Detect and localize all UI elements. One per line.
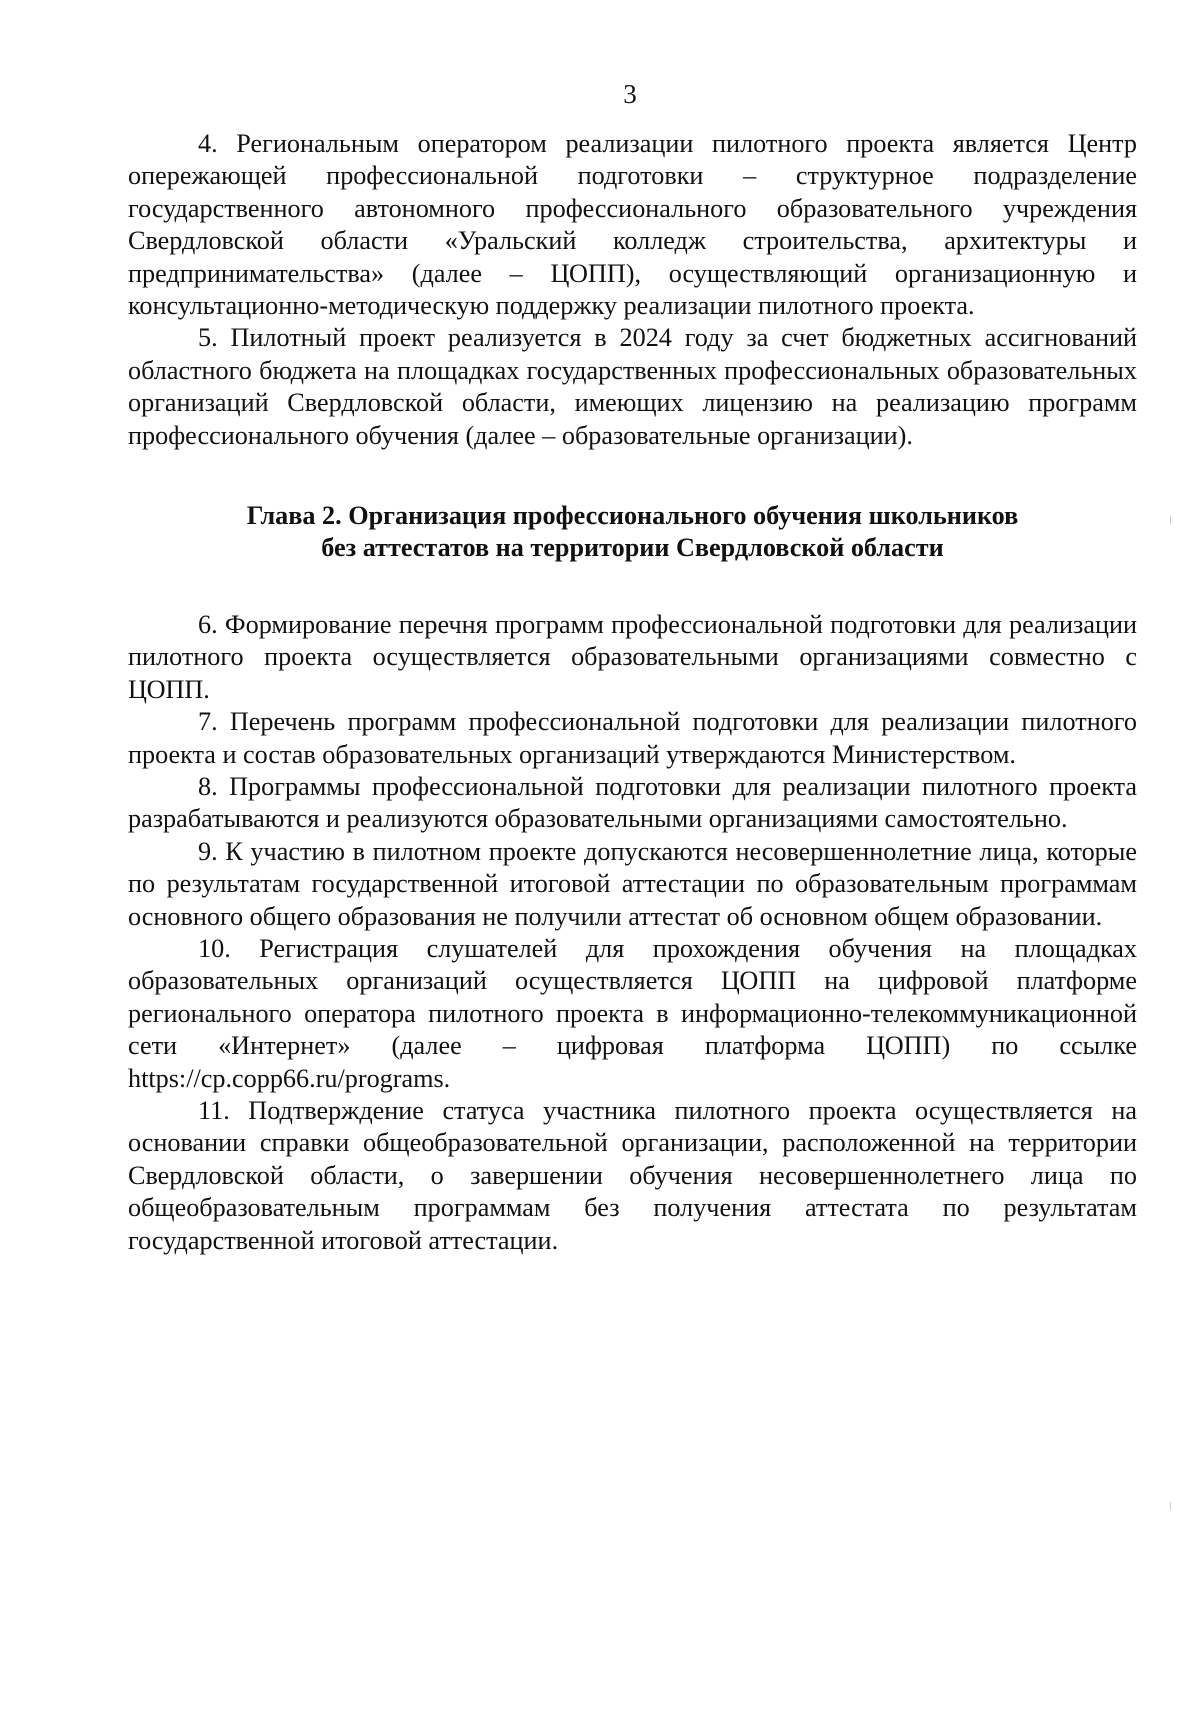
scan-artifact-mark — [1170, 516, 1171, 524]
document-body — [128, 128, 1137, 1257]
paragraph-8: 8. Программы профессиональной подготовки для реализации пилотного проекта разрабатываются и реализуются образовательными организациями самостоятельно. — [128, 771, 1137, 834]
paragraph-9: 9. К участию в пилотном проекте допускаются несовершеннолетние лица, которые по результатам государственной итоговой аттестации по образовательным программам основного общего образования не получили аттестат об основном общем образовании. — [128, 836, 1137, 931]
chapter-heading-line-1: Глава 2. Организация профессионального обучения школьников — [246, 501, 1019, 531]
paragraph-4: 4. Региональным оператором реализации пилотного проекта является Центр опережающей профессиональной подготовки – структурное подразделение государственного автономного профессионального образовательного учреждения Свердловской области «Уральский колледж строительства, архитектуры и предпринимательства» (далее – ЦОПП), осуществляющий организационную и консультационно-методическую поддержку реализации пилотного проекта. — [128, 129, 1137, 321]
chapter-heading — [128, 500, 1137, 565]
paragraph-7: 7. Перечень программ профессиональной подготовки для реализации пилотного проекта и состав образовательных организаций утверждаются Министерством. — [128, 707, 1137, 769]
page-number: 3 — [623, 79, 637, 109]
paragraph-10: 10. Регистрация слушателей для прохождения обучения на площадках образовательных организаций осуществляется ЦОПП на цифровой платформе регионального оператора пилотного проекта в информационно-телекоммуникационной сети «Интернет» (далее – цифровая платформа ЦОПП) по ссылке https://cp.copp66.ru/programs. — [128, 933, 1137, 1093]
paragraph-5: 5. Пилотный проект реализуется в 2024 году за счет бюджетных ассигнований областного бюджета на площадках государственных профессиональных образовательных организаций Свердловской области, имеющих лицензию на реализацию программ профессионального обучения (далее – образовательные организации). — [128, 323, 1137, 450]
paragraph-6: 6. Формирование перечня программ профессиональной подготовки для реализации пилотного проекта осуществляется образовательными организациями совместно с ЦОПП. — [128, 609, 1137, 704]
paragraph-11: 11. Подтверждение статуса участника пилотного проекта осуществляется на основании справки общеобразовательной организации, расположенной на территории Свердловской области, о завершении обучения несовершеннолетнего лица по общеобразовательным программам без получения аттестата по результатам государственной итоговой аттестации. — [128, 1095, 1137, 1255]
scan-artifact-mark — [1170, 1502, 1171, 1510]
chapter-heading-line-2: без аттестатов на территории Свердловской области — [321, 533, 944, 563]
